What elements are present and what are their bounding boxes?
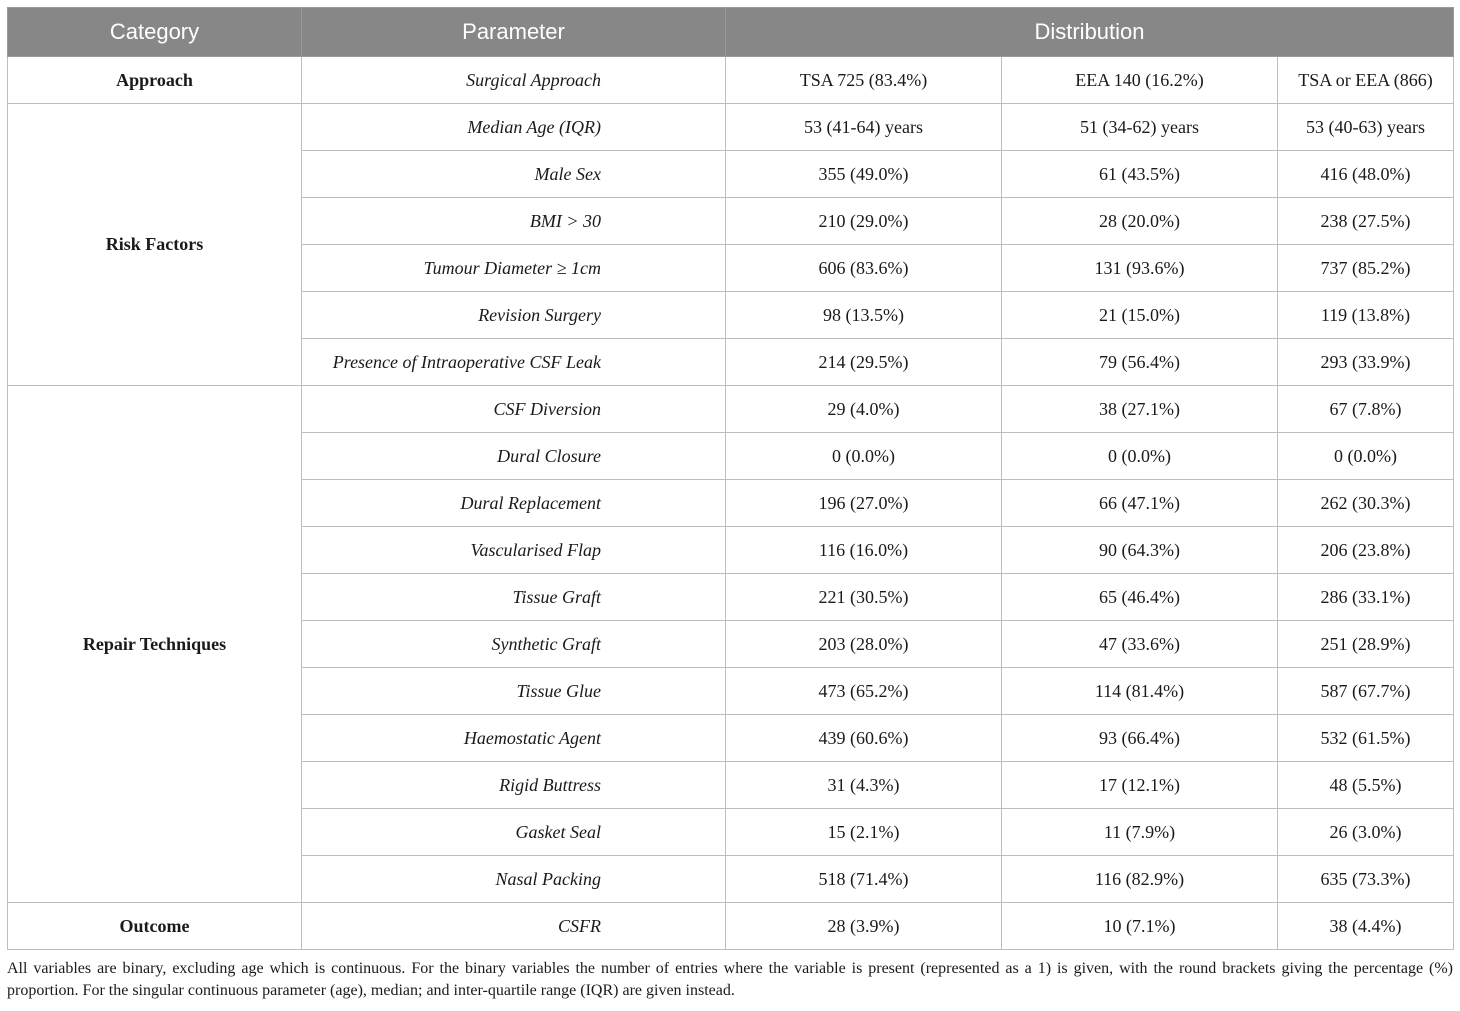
- combined-cell: 587 (67.7%): [1278, 668, 1454, 715]
- table-row: [8, 104, 1454, 151]
- combined-cell: 251 (28.9%): [1278, 621, 1454, 668]
- parameter-cell: Synthetic Graft: [302, 621, 726, 668]
- eea-cell: 47 (33.6%): [1002, 621, 1278, 668]
- parameter-cell: BMI > 30: [302, 198, 726, 245]
- tsa-cell: 518 (71.4%): [726, 856, 1002, 903]
- eea-cell: 51 (34-62) years: [1002, 104, 1278, 151]
- table-row: [8, 903, 1454, 950]
- combined-cell: 53 (40-63) years: [1278, 104, 1454, 151]
- tsa-cell: 221 (30.5%): [726, 574, 1002, 621]
- table-row: [8, 57, 1454, 104]
- combined-cell: 293 (33.9%): [1278, 339, 1454, 386]
- tsa-cell: 439 (60.6%): [726, 715, 1002, 762]
- header-row: [8, 8, 1454, 57]
- combined-cell: 532 (61.5%): [1278, 715, 1454, 762]
- eea-cell: 61 (43.5%): [1002, 151, 1278, 198]
- parameter-cell: Presence of Intraoperative CSF Leak: [302, 339, 726, 386]
- combined-cell: 737 (85.2%): [1278, 245, 1454, 292]
- tsa-cell: 98 (13.5%): [726, 292, 1002, 339]
- tsa-cell: 31 (4.3%): [726, 762, 1002, 809]
- eea-cell: 21 (15.0%): [1002, 292, 1278, 339]
- header-parameter: Parameter: [302, 8, 726, 57]
- parameter-cell: CSF Diversion: [302, 386, 726, 433]
- combined-cell: 635 (73.3%): [1278, 856, 1454, 903]
- tsa-cell: 606 (83.6%): [726, 245, 1002, 292]
- data-table: [7, 7, 1454, 950]
- tsa-cell: 214 (29.5%): [726, 339, 1002, 386]
- combined-cell: 262 (30.3%): [1278, 480, 1454, 527]
- eea-cell: 11 (7.9%): [1002, 809, 1278, 856]
- tsa-cell: 53 (41-64) years: [726, 104, 1002, 151]
- parameter-cell: Tissue Graft: [302, 574, 726, 621]
- parameter-cell: Gasket Seal: [302, 809, 726, 856]
- parameter-cell: Tumour Diameter ≥ 1cm: [302, 245, 726, 292]
- parameter-cell: Dural Closure: [302, 433, 726, 480]
- combined-cell: TSA or EEA (866): [1278, 57, 1454, 104]
- combined-cell: 26 (3.0%): [1278, 809, 1454, 856]
- tsa-cell: 15 (2.1%): [726, 809, 1002, 856]
- category-cell: Repair Techniques: [8, 386, 302, 903]
- eea-cell: 90 (64.3%): [1002, 527, 1278, 574]
- combined-cell: 67 (7.8%): [1278, 386, 1454, 433]
- combined-cell: 48 (5.5%): [1278, 762, 1454, 809]
- eea-cell: 79 (56.4%): [1002, 339, 1278, 386]
- combined-cell: 119 (13.8%): [1278, 292, 1454, 339]
- parameter-cell: Vascularised Flap: [302, 527, 726, 574]
- eea-cell: 65 (46.4%): [1002, 574, 1278, 621]
- eea-cell: 114 (81.4%): [1002, 668, 1278, 715]
- parameter-cell: Male Sex: [302, 151, 726, 198]
- eea-cell: EEA 140 (16.2%): [1002, 57, 1278, 104]
- category-cell: Risk Factors: [8, 104, 302, 386]
- parameter-cell: Nasal Packing: [302, 856, 726, 903]
- combined-cell: 0 (0.0%): [1278, 433, 1454, 480]
- eea-cell: 38 (27.1%): [1002, 386, 1278, 433]
- header-distribution: Distribution: [726, 8, 1454, 57]
- eea-cell: 131 (93.6%): [1002, 245, 1278, 292]
- eea-cell: 66 (47.1%): [1002, 480, 1278, 527]
- eea-cell: 28 (20.0%): [1002, 198, 1278, 245]
- parameter-cell: CSFR: [302, 903, 726, 950]
- parameter-cell: Dural Replacement: [302, 480, 726, 527]
- eea-cell: 116 (82.9%): [1002, 856, 1278, 903]
- tsa-cell: 355 (49.0%): [726, 151, 1002, 198]
- eea-cell: 10 (7.1%): [1002, 903, 1278, 950]
- tsa-cell: TSA 725 (83.4%): [726, 57, 1002, 104]
- table-body: [8, 57, 1454, 950]
- eea-cell: 0 (0.0%): [1002, 433, 1278, 480]
- parameter-cell: Rigid Buttress: [302, 762, 726, 809]
- tsa-cell: 0 (0.0%): [726, 433, 1002, 480]
- combined-cell: 238 (27.5%): [1278, 198, 1454, 245]
- tsa-cell: 210 (29.0%): [726, 198, 1002, 245]
- parameter-cell: Revision Surgery: [302, 292, 726, 339]
- table-footnote: All variables are binary, excluding age which is continuous. For the binary variables the number of entries where the variable is present (represented as a 1) is given, with the round brackets giving the percentage (%) proportion. For the singular continuous parameter (age), median; and inter-quartile range (IQR) are given instead.: [7, 960, 1453, 999]
- table-row: [8, 386, 1454, 433]
- tsa-cell: 473 (65.2%): [726, 668, 1002, 715]
- category-cell: Approach: [8, 57, 302, 104]
- parameter-cell: Median Age (IQR): [302, 104, 726, 151]
- parameter-cell: Haemostatic Agent: [302, 715, 726, 762]
- combined-cell: 38 (4.4%): [1278, 903, 1454, 950]
- combined-cell: 286 (33.1%): [1278, 574, 1454, 621]
- parameter-cell: Tissue Glue: [302, 668, 726, 715]
- tsa-cell: 29 (4.0%): [726, 386, 1002, 433]
- parameter-cell: Surgical Approach: [302, 57, 726, 104]
- eea-cell: 93 (66.4%): [1002, 715, 1278, 762]
- category-cell: Outcome: [8, 903, 302, 950]
- eea-cell: 17 (12.1%): [1002, 762, 1278, 809]
- tsa-cell: 116 (16.0%): [726, 527, 1002, 574]
- header-category: Category: [8, 8, 302, 57]
- tsa-cell: 28 (3.9%): [726, 903, 1002, 950]
- tsa-cell: 196 (27.0%): [726, 480, 1002, 527]
- tsa-cell: 203 (28.0%): [726, 621, 1002, 668]
- combined-cell: 416 (48.0%): [1278, 151, 1454, 198]
- combined-cell: 206 (23.8%): [1278, 527, 1454, 574]
